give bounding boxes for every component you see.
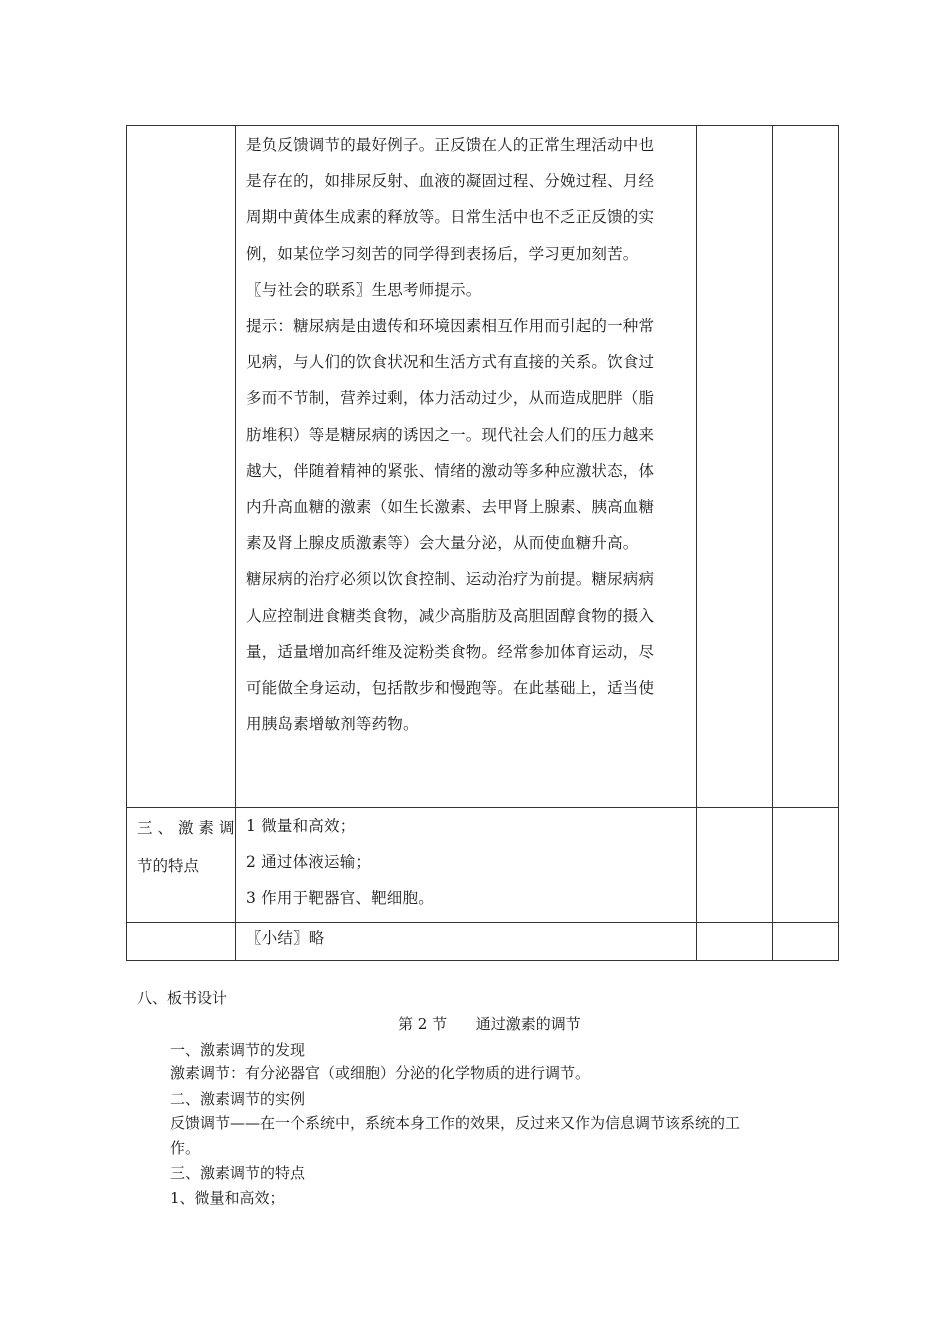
text-line: 越大，伴随着精神的紧张、情绪的激动等多种应激状态，体 bbox=[246, 461, 655, 480]
text-line: 〖小结〗略 bbox=[246, 929, 325, 947]
board-line: 1、微量和高效； bbox=[170, 1189, 285, 1207]
board-line: 反馈调节——在一个系统中，系统本身工作的效果，反过来又作为信息调节该系统的工 bbox=[170, 1114, 741, 1132]
text-line: 例，如某位学习刻苦的同学得到表扬后，学习更加刻苦。 bbox=[246, 244, 639, 263]
text-line: 2 通过体液运输； bbox=[246, 853, 372, 871]
text-line: 可能做全身运动，包括散步和慢跑等。在此基础上，适当使 bbox=[246, 679, 655, 698]
text-line: 糖尿病的治疗必须以饮食控制、运动治疗为前提。糖尿病病 bbox=[246, 570, 655, 589]
text-line: 内升高血糖的激素（如生长激素、去甲肾上腺素、胰高血糖 bbox=[246, 498, 655, 517]
table-row bbox=[127, 126, 839, 808]
section-heading: 八、板书设计 bbox=[137, 989, 228, 1007]
table-cell-empty bbox=[697, 808, 773, 923]
row-label bbox=[127, 808, 240, 885]
row-label bbox=[127, 126, 235, 127]
board-line: 激素调节：有分泌器官（或细胞）分泌的化学物质的进行调节。 bbox=[170, 1064, 591, 1082]
text-line: 多而不节制，营养过剩，体力活动过少，从而造成肥胖（脂 bbox=[246, 389, 655, 408]
table-cell-empty bbox=[697, 923, 773, 961]
table-cell-label bbox=[127, 808, 240, 923]
lesson-table bbox=[126, 125, 839, 961]
table-cell-empty bbox=[773, 808, 839, 923]
text-line: 人应控制进食糖类食物，减少高脂肪及高胆固醇食物的摄入 bbox=[246, 606, 655, 625]
row-content bbox=[236, 923, 696, 952]
board-line: 一、激素调节的发现 bbox=[170, 1041, 306, 1059]
table-row bbox=[127, 923, 839, 961]
text-line: 用胰岛素增敏剂等药物。 bbox=[246, 715, 419, 734]
row-content bbox=[236, 808, 696, 916]
board-line: 三、激素调节的特点 bbox=[170, 1164, 306, 1182]
table-cell-label bbox=[127, 923, 236, 961]
table-cell-label bbox=[127, 126, 236, 808]
table-cell-empty bbox=[773, 126, 839, 808]
text-line: 3 作用于靶器官、靶细胞。 bbox=[246, 889, 434, 907]
table-row bbox=[127, 808, 839, 923]
table-cell-empty bbox=[773, 923, 839, 961]
text-line: 周期中黄体生成素的释放等。日常生活中也不乏正反馈的实 bbox=[246, 208, 655, 227]
text-line: 1 微量和高效； bbox=[246, 817, 356, 835]
text-line: 是存在的，如排尿反射、血液的凝固过程、分娩过程、月经 bbox=[246, 172, 655, 191]
row-content bbox=[236, 126, 696, 742]
board-line: 二、激素调节的实例 bbox=[170, 1090, 306, 1108]
text-line: 见病，与人们的饮食状况和生活方式有直接的关系。饮食过 bbox=[246, 353, 655, 372]
row-label bbox=[127, 923, 235, 924]
text-line: 提示：糖尿病是由遗传和环境因素相互作用而引起的一种常 bbox=[246, 317, 655, 336]
text-line: 量，适量增加高纤维及淀粉类食物。经常参加体育运动，尽 bbox=[246, 642, 655, 661]
text-line: 素及肾上腺皮质激素等）会大量分泌，从而使血糖升高。 bbox=[246, 534, 639, 553]
text-line: 〖与社会的联系〗生思考师提示。 bbox=[246, 280, 482, 299]
table-cell-content bbox=[236, 126, 697, 808]
table-cell-content bbox=[236, 923, 697, 961]
text-line: 是负反馈调节的最好例子。正反馈在人的正常生理活动中也 bbox=[246, 136, 655, 154]
table-cell-content bbox=[236, 808, 697, 923]
text-line: 肪堆积）等是糖尿病的诱因之一。现代社会人们的压力越来 bbox=[246, 425, 655, 444]
board-title: 第 2 节 通过激素的调节 bbox=[398, 1015, 581, 1033]
table-cell-empty bbox=[697, 126, 773, 808]
row-label-line: 节的特点 bbox=[137, 857, 200, 875]
board-line: 作。 bbox=[170, 1139, 201, 1157]
row-label-line: 三、激素调 bbox=[137, 819, 240, 837]
